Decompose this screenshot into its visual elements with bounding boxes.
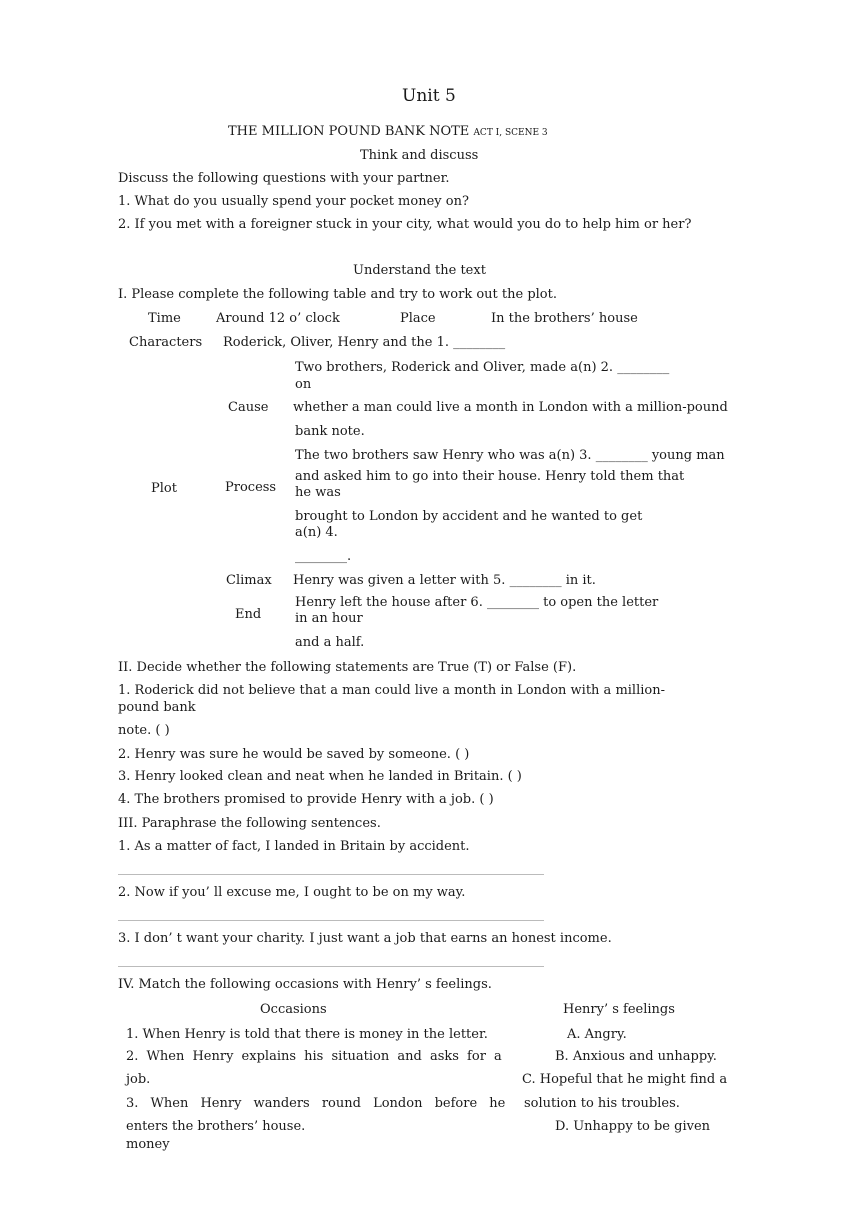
end-label: End bbox=[235, 607, 262, 622]
characters-label: Characters bbox=[129, 335, 203, 350]
page-title: Unit 5 bbox=[402, 86, 456, 106]
part1-heading: I. Please complete the following table and try to work out the plot. bbox=[118, 287, 557, 302]
paraphrase-sentence-2: 2. Now if you’ ll excuse me, I ought to be on my way. bbox=[118, 885, 466, 900]
tf-statement-3: 3. Henry looked clean and neat when he landed in Britain. ( ) bbox=[118, 769, 522, 784]
act-scene-label: ACT I, SCENE 3 bbox=[473, 128, 548, 138]
time-value: Around 12 o’ clock bbox=[216, 311, 340, 326]
cause-line-2: on bbox=[295, 377, 312, 392]
process-line-5: a(n) 4. bbox=[295, 525, 338, 540]
process-line-6: ________. bbox=[295, 549, 352, 564]
answer-line-1 bbox=[118, 874, 544, 875]
discuss-question-2: 2. If you met with a foreigner stuck in your city, what would you do to help him or her? bbox=[118, 217, 692, 232]
tf-statement-4: 4. The brothers promised to provide Henry with a job. ( ) bbox=[118, 792, 494, 807]
end-line-3: and a half. bbox=[295, 635, 365, 650]
part4-heading: IV. Match the following occasions with Henry’ s feelings. bbox=[118, 977, 492, 992]
cause-line-1: Two brothers, Roderick and Oliver, made a(n) 2. ________ bbox=[295, 360, 670, 375]
plot-label: Plot bbox=[151, 481, 177, 496]
section-heading-understand: Understand the text bbox=[353, 263, 486, 278]
tf-statement-2: 2. Henry was sure he would be saved by someone. ( ) bbox=[118, 747, 470, 762]
cause-label: Cause bbox=[228, 400, 269, 415]
tf-statement-1-line-2: pound bank bbox=[118, 700, 196, 715]
cause-line-3: whether a man could live a month in London with a million-pound bbox=[293, 400, 728, 415]
occasion-3-line-3: money bbox=[126, 1137, 170, 1152]
section-heading-think: Think and discuss bbox=[360, 148, 479, 163]
feelings-column-header: Henry’ s feelings bbox=[563, 1002, 675, 1017]
time-label: Time bbox=[148, 311, 181, 326]
occasion-3-line-1: 3. When Henry wanders round London before he bbox=[126, 1096, 506, 1111]
process-label: Process bbox=[225, 480, 277, 495]
answer-line-3 bbox=[118, 966, 544, 967]
feeling-c-line-2: solution to his troubles. bbox=[524, 1096, 680, 1111]
process-line-4: brought to London by accident and he wanted to get bbox=[295, 509, 643, 524]
occasions-column-header: Occasions bbox=[260, 1002, 327, 1017]
climax-text: Henry was given a letter with 5. ________ in it. bbox=[293, 573, 596, 588]
feeling-b: B. Anxious and unhappy. bbox=[555, 1049, 717, 1064]
occasion-2-line-1: 2. When Henry explains his situation and asks for a bbox=[126, 1049, 502, 1064]
occasion-2-line-2: job. bbox=[126, 1072, 151, 1087]
process-line-1: The two brothers saw Henry who was a(n) 3. ________ young man bbox=[295, 448, 725, 463]
discuss-intro: Discuss the following questions with your partner. bbox=[118, 171, 450, 186]
occasion-3-line-2: enters the brothers’ house. bbox=[126, 1119, 306, 1134]
answer-line-2 bbox=[118, 920, 544, 921]
end-line-2: in an hour bbox=[295, 611, 363, 626]
lesson-title-text: THE MILLION POUND BANK NOTE bbox=[228, 124, 470, 139]
discuss-question-1: 1. What do you usually spend your pocket money on? bbox=[118, 194, 469, 209]
tf-statement-1-line-3: note. ( ) bbox=[118, 723, 170, 738]
lesson-title bbox=[228, 124, 548, 139]
end-line-1: Henry left the house after 6. ________ to open the letter bbox=[295, 595, 659, 610]
characters-value: Roderick, Oliver, Henry and the 1. ________ bbox=[223, 335, 506, 350]
feeling-a: A. Angry. bbox=[567, 1027, 627, 1042]
paraphrase-sentence-3: 3. I don’ t want your charity. I just want a job that earns an honest income. bbox=[118, 931, 612, 946]
feeling-c-line-1: C. Hopeful that he might find a bbox=[522, 1072, 728, 1087]
paraphrase-sentence-1: 1. As a matter of fact, I landed in Britain by accident. bbox=[118, 839, 470, 854]
occasion-1: 1. When Henry is told that there is money in the letter. bbox=[126, 1027, 488, 1042]
cause-line-4: bank note. bbox=[295, 424, 365, 439]
part3-heading: III. Paraphrase the following sentences. bbox=[118, 816, 381, 831]
process-line-2: and asked him to go into their house. Henry told them that bbox=[295, 469, 685, 484]
climax-label: Climax bbox=[226, 573, 272, 588]
tf-statement-1-line-1: 1. Roderick did not believe that a man could live a month in London with a million- bbox=[118, 683, 665, 698]
process-line-3: he was bbox=[295, 485, 341, 500]
feeling-d: D. Unhappy to be given bbox=[555, 1119, 711, 1134]
part2-heading: II. Decide whether the following statements are True (T) or False (F). bbox=[118, 660, 577, 675]
place-value: In the brothers’ house bbox=[491, 311, 638, 326]
place-label: Place bbox=[400, 311, 436, 326]
